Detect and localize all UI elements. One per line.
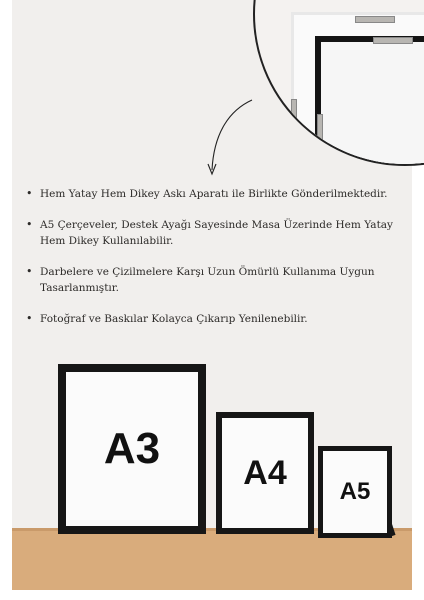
- detail-hanger-side-inner: [317, 114, 323, 148]
- detail-hanger-top: [355, 16, 395, 23]
- feature-item: • Darbelere ve Çizilmelere Karşı Uzun Ömürlü Kullanıma Uygun Tasarlanmıştır.: [26, 264, 406, 297]
- frame-a4-label: A4: [243, 453, 287, 492]
- bullet-icon: •: [26, 187, 33, 200]
- frame-a4-mat: [222, 418, 308, 528]
- frame-a3-label: A3: [103, 424, 161, 473]
- bullet-icon: •: [26, 264, 33, 278]
- feature-item: • A5 Çerçeveler, Destek Ayağı Sayesinde Masa Üzerinde Hem Yatay Hem Dikey Kullanılabilir.: [26, 217, 406, 250]
- frame-a3: [58, 364, 206, 534]
- feature-list: [26, 186, 406, 341]
- feature-item: • Hem Yatay Hem Dikey Askı Aparatı ile Birlikte Gönderilmektedir.: [26, 186, 406, 203]
- curved-arrow-icon: [196, 96, 260, 182]
- detail-black-frame: [315, 36, 424, 166]
- frame-a5-mat: [323, 451, 387, 533]
- frame-a5: [318, 446, 392, 538]
- detail-hanger-side: [291, 99, 297, 137]
- bullet-icon: •: [26, 217, 33, 231]
- detail-hanger-inner: [373, 37, 413, 44]
- frame-a5-label: A5: [339, 478, 371, 505]
- bullet-icon: •: [26, 311, 33, 325]
- feature-item: • Fotoğraf ve Baskılar Kolayca Çıkarıp Yenilenebilir.: [26, 311, 406, 328]
- frame-a4: [216, 412, 314, 534]
- frame-a3-mat: [66, 372, 198, 526]
